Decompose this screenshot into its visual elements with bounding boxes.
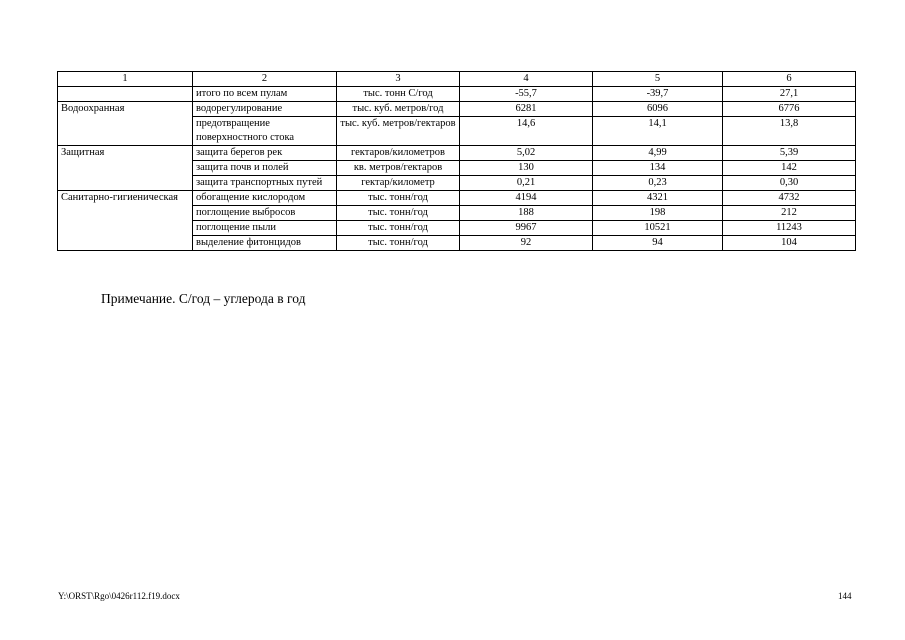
table-row: [58, 87, 856, 102]
value-cell: 0,21: [460, 176, 593, 191]
value-cell: 14,1: [593, 117, 723, 146]
category-cell: Санитарно-гигиеническая: [58, 191, 193, 251]
value-cell: 4194: [460, 191, 593, 206]
unit-cell: гектаров/километров: [337, 146, 460, 161]
value-cell: 188: [460, 206, 593, 221]
table-note: Примечание. С/год – углерода в год: [101, 291, 306, 306]
item-cell: итого по всем пулам: [193, 87, 337, 102]
unit-cell: тыс. куб. метров/гектаров: [337, 117, 460, 146]
category-cell: Защитная: [58, 146, 193, 191]
item-cell: защита берегов рек: [193, 146, 337, 161]
unit-cell: тыс. тонн/год: [337, 236, 460, 251]
value-cell: 0,23: [593, 176, 723, 191]
unit-cell: тыс. тонн/год: [337, 191, 460, 206]
unit-cell: тыс. куб. метров/год: [337, 102, 460, 117]
header-cell: 1: [58, 72, 193, 87]
item-cell: защита транспортных путей: [193, 176, 337, 191]
item-cell: поглощение пыли: [193, 221, 337, 236]
value-cell: -39,7: [593, 87, 723, 102]
item-cell: предотвращение поверхностного стока: [193, 117, 337, 146]
value-cell: -55,7: [460, 87, 593, 102]
item-cell: водорегулирование: [193, 102, 337, 117]
value-cell: 4732: [723, 191, 856, 206]
value-cell: 10521: [593, 221, 723, 236]
value-cell: 212: [723, 206, 856, 221]
value-cell: 5,02: [460, 146, 593, 161]
unit-cell: тыс. тонн/год: [337, 206, 460, 221]
unit-cell: тыс. тонн/год: [337, 221, 460, 236]
footer-page-number: 144: [838, 591, 852, 601]
value-cell: 27,1: [723, 87, 856, 102]
item-cell: поглощение выбросов: [193, 206, 337, 221]
category-cell: Водоохранная: [58, 102, 193, 146]
value-cell: 104: [723, 236, 856, 251]
value-cell: 134: [593, 161, 723, 176]
item-cell: защита почв и полей: [193, 161, 337, 176]
table-row: [58, 191, 856, 206]
value-cell: 6096: [593, 102, 723, 117]
value-cell: 4321: [593, 191, 723, 206]
header-cell: 4: [460, 72, 593, 87]
value-cell: 6776: [723, 102, 856, 117]
value-cell: 130: [460, 161, 593, 176]
value-cell: 4,99: [593, 146, 723, 161]
value-cell: 11243: [723, 221, 856, 236]
unit-cell: кв. метров/гектаров: [337, 161, 460, 176]
table-row: [58, 102, 856, 117]
table-header-row: [58, 72, 856, 87]
header-cell: 5: [593, 72, 723, 87]
item-cell: выделение фитонцидов: [193, 236, 337, 251]
value-cell: 92: [460, 236, 593, 251]
header-cell: 3: [337, 72, 460, 87]
unit-cell: тыс. тонн С/год: [337, 87, 460, 102]
unit-cell: гектар/километр: [337, 176, 460, 191]
value-cell: 6281: [460, 102, 593, 117]
value-cell: 5,39: [723, 146, 856, 161]
value-cell: 14,6: [460, 117, 593, 146]
header-cell: 6: [723, 72, 856, 87]
header-cell: 2: [193, 72, 337, 87]
value-cell: 13,8: [723, 117, 856, 146]
value-cell: 0,30: [723, 176, 856, 191]
value-cell: 9967: [460, 221, 593, 236]
item-cell: обогащение кислородом: [193, 191, 337, 206]
footer-file-path: Y:\ORST\Rgo\0426r112.f19.docx: [58, 591, 180, 601]
category-cell: [58, 87, 193, 102]
data-table: [57, 71, 856, 251]
value-cell: 142: [723, 161, 856, 176]
value-cell: 198: [593, 206, 723, 221]
table-row: [58, 146, 856, 161]
value-cell: 94: [593, 236, 723, 251]
